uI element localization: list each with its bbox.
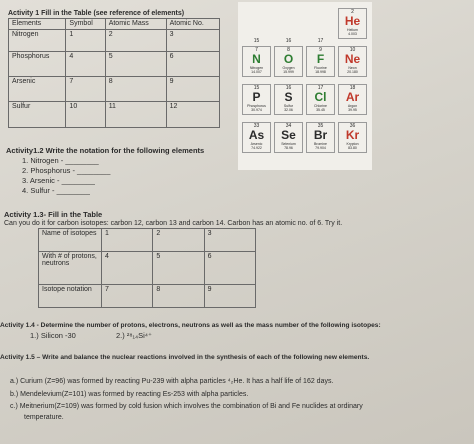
table-cell: 4: [102, 252, 153, 285]
table-cell: Name of isotopes: [39, 229, 102, 252]
table-cell: 11: [105, 102, 166, 128]
element-cell-ne: 10 Ne Neon 20.180: [338, 46, 367, 77]
reaction-item-a: a.) Curium (Z=96) was formed by reacting Pu-239 with alpha particles ⁴₂He. It has a half life of 162 days.: [10, 378, 334, 385]
table-row: [39, 252, 256, 285]
isotope-table: [38, 228, 256, 308]
table-row: [9, 77, 220, 102]
table-cell: 6: [166, 52, 219, 77]
activity-1-table: [8, 18, 220, 128]
notation-item: 1. Nitrogen - ________: [22, 156, 99, 165]
table-cell: 8: [105, 77, 166, 102]
activity-1-2-title: Activity1.2 Write the notation for the following elements: [6, 146, 205, 155]
header-elements: Elements: [9, 19, 66, 30]
element-cell-se: 34 Se Selenium 78.96: [274, 122, 303, 153]
reaction-item-b: b.) Mendelevium(Z=101) was formed by reacting Es-253 with alpha particles.: [10, 391, 249, 398]
table-cell: 8: [153, 285, 204, 308]
table-cell: 9: [204, 285, 255, 308]
table-cell: 2: [105, 30, 166, 52]
group-label-15: 15: [253, 38, 260, 44]
table-cell: Arsenic: [9, 77, 66, 102]
table-cell: 3: [204, 229, 255, 252]
table-row: [39, 285, 256, 308]
header-symbol: Symbol: [66, 19, 105, 30]
element-cell-ar: 18 Ar Argon 39.95: [338, 84, 367, 115]
table-cell: Nitrogen: [9, 30, 66, 52]
table-cell: With # of protons, neutrons: [39, 252, 102, 285]
table-cell: 1: [66, 30, 105, 52]
reaction-item-c: c.) Meitnerium(Z=109) was formed by cold fusion which involves the combination of Bi and Fe nuclides at ordinary: [10, 403, 363, 410]
table-cell: 1: [102, 229, 153, 252]
notation-item: 2. Phosphorus - ________: [22, 166, 111, 175]
header-atomic-mass: Atomic Mass: [105, 19, 166, 30]
element-cell-cl: 17 Cl Chlorine 35.45: [306, 84, 335, 115]
element-cell-s: 16 S Sulfur 32.06: [274, 84, 303, 115]
element-cell-he: 2 He Helium 4.003: [338, 8, 367, 39]
notation-item: 4. Sulfur - ________: [22, 186, 90, 195]
group-label-17: 17: [317, 38, 324, 44]
table-cell: 9: [166, 77, 219, 102]
table-cell: Sulfur: [9, 102, 66, 128]
activity-1-3-title: Activity 1.3- Fill in the Table: [4, 210, 103, 219]
element-cell-n: 7 N Nitrogen 14.007: [242, 46, 271, 77]
element-cell-kr: 36 Kr Krypton 83.80: [338, 122, 367, 153]
header-atomic-no: Atomic No.: [166, 19, 219, 30]
table-cell: 5: [105, 52, 166, 77]
element-cell-f: 9 F Fluorine 18.998: [306, 46, 335, 77]
table-row: [9, 30, 220, 52]
table-row: [39, 229, 256, 252]
element-cell-br: 35 Br Bromine 79.904: [306, 122, 335, 153]
reaction-item-c-cont: temperature.: [24, 414, 64, 421]
table-cell: 10: [66, 102, 105, 128]
table-cell: 12: [166, 102, 219, 128]
table-cell: Phosphorus: [9, 52, 66, 77]
table-row: [9, 52, 220, 77]
table-cell: 7: [102, 285, 153, 308]
activity-1-5-title: Activity 1.5 – Write and balance the nuclear reactions involved in the synthesis of each of the following new elements.: [0, 354, 370, 361]
activity-1-3-prompt: Can you do it for carbon isotopes: carbon 12, carbon 13 and carbon 14. Carbon has an atomic no. of 6. Try it.: [4, 220, 343, 227]
table-header-row: [9, 19, 220, 30]
table-cell: Isotope notation: [39, 285, 102, 308]
element-cell-p: 15 P Phosphorus 30.974: [242, 84, 271, 115]
table-cell: 3: [166, 30, 219, 52]
periodic-table-excerpt: [238, 2, 372, 170]
notation-item: 3. Arsenic - ________: [22, 176, 95, 185]
table-cell: 6: [204, 252, 255, 285]
table-cell: 4: [66, 52, 105, 77]
isotope-item-1: 1.) Silicon -30: [30, 331, 76, 340]
element-cell-as: 33 As Arsenic 74.922: [242, 122, 271, 153]
group-label-16: 16: [285, 38, 292, 44]
table-row: [9, 102, 220, 128]
element-cell-o: 8 O Oxygen 15.999: [274, 46, 303, 77]
isotope-item-2: 2.) ²⁸₁₄Si⁴⁺: [116, 331, 152, 340]
table-cell: 5: [153, 252, 204, 285]
table-cell: 7: [66, 77, 105, 102]
activity-1-4-title: Activity 1.4 - Determine the number of protons, electrons, neutrons as well as the mass number of the following isotopes:: [0, 322, 381, 329]
activity-1-title: Activity 1 Fill in the Table (see reference of elements): [8, 10, 185, 17]
table-cell: 2: [153, 229, 204, 252]
